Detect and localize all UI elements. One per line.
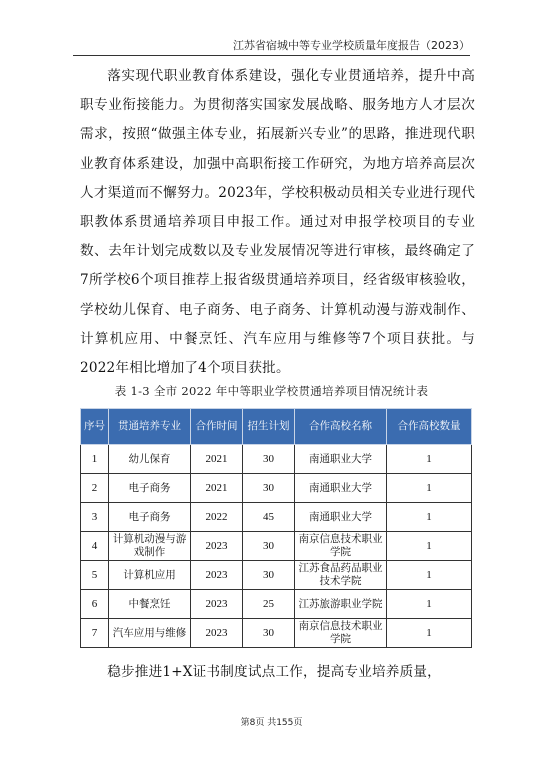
header-cell-plan: 招生计划 bbox=[243, 409, 295, 445]
cell-index: 3 bbox=[81, 503, 109, 532]
cell-major: 汽车应用与维修 bbox=[109, 619, 191, 648]
header-cell-index: 序号 bbox=[81, 409, 109, 445]
cell-time: 2021 bbox=[191, 474, 243, 503]
cell-index: 5 bbox=[81, 561, 109, 590]
cell-plan: 45 bbox=[243, 503, 295, 532]
table-caption: 表 1-3 全市 2022 年中等职业学校贯通培养项目情况统计表 bbox=[114, 384, 429, 398]
cell-time: 2023 bbox=[191, 619, 243, 648]
cell-major: 计算机应用 bbox=[109, 561, 191, 590]
cell-count: 1 bbox=[387, 532, 472, 561]
cell-college: 南通职业大学 bbox=[295, 445, 387, 474]
table-row bbox=[81, 503, 472, 532]
statistics-table bbox=[80, 408, 472, 648]
cell-major: 电子商务 bbox=[109, 474, 191, 503]
header-rule bbox=[73, 55, 470, 56]
cell-time: 2022 bbox=[191, 503, 243, 532]
cell-plan: 30 bbox=[243, 561, 295, 590]
cell-count: 1 bbox=[387, 503, 472, 532]
table-row bbox=[81, 532, 472, 561]
cell-college: 南通职业大学 bbox=[295, 503, 387, 532]
cell-major: 幼儿保育 bbox=[109, 445, 191, 474]
cell-time: 2023 bbox=[191, 561, 243, 590]
cell-plan: 30 bbox=[243, 474, 295, 503]
header-cell-time: 合作时间 bbox=[191, 409, 243, 445]
header-cell-major: 贯通培养专业 bbox=[109, 409, 191, 445]
cell-index: 1 bbox=[81, 445, 109, 474]
table-row bbox=[81, 474, 472, 503]
cell-index: 6 bbox=[81, 590, 109, 619]
header-cell-college: 合作高校名称 bbox=[295, 409, 387, 445]
body-paragraph-2: 稳步推进1+X证书制度试点工作，提高专业培养质量， bbox=[107, 664, 441, 680]
cell-major: 中餐烹饪 bbox=[109, 590, 191, 619]
cell-college: 南通职业大学 bbox=[295, 474, 387, 503]
cell-college: 江苏食品药品职业技术学院 bbox=[295, 561, 387, 590]
cell-count: 1 bbox=[387, 619, 472, 648]
cell-plan: 30 bbox=[243, 532, 295, 561]
table-row bbox=[81, 445, 472, 474]
cell-count: 1 bbox=[387, 474, 472, 503]
cell-plan: 30 bbox=[243, 445, 295, 474]
cell-count: 1 bbox=[387, 561, 472, 590]
cell-time: 2023 bbox=[191, 590, 243, 619]
table-row bbox=[81, 619, 472, 648]
cell-college: 南京信息技术职业学院 bbox=[295, 532, 387, 561]
page-header bbox=[0, 0, 543, 52]
header-cell-count: 合作高校数量 bbox=[387, 409, 472, 445]
cell-college: 江苏旅游职业学院 bbox=[295, 590, 387, 619]
cell-count: 1 bbox=[387, 590, 472, 619]
cell-index: 2 bbox=[81, 474, 109, 503]
table-row bbox=[81, 561, 472, 590]
cell-major: 计算机动漫与游戏制作 bbox=[109, 532, 191, 561]
cell-index: 7 bbox=[81, 619, 109, 648]
cell-plan: 30 bbox=[243, 619, 295, 648]
table-header-row bbox=[81, 409, 472, 445]
cell-time: 2023 bbox=[191, 532, 243, 561]
cell-count: 1 bbox=[387, 445, 472, 474]
cell-major: 电子商务 bbox=[109, 503, 191, 532]
table-row bbox=[81, 590, 472, 619]
cell-plan: 25 bbox=[243, 590, 295, 619]
page-number: 第8页 共155页 bbox=[240, 718, 303, 728]
body-paragraph-1: 落实现代职业教育体系建设，强化专业贯通培养，提升中高职专业衔接能力。为贯彻落实国家发展战略、服务地方人才层次需求，按照“做强主体专业，拓展新兴专业”的思路，推进现代职业教育体系建设，加强中高职衔接工作研究，为地方培养高层次人才渠道而不懈努力。2023年，学校积极动员相关专业进行现代职教体系贯通培养项目申报工作。通过对申报学校项目的专业数、去年计划完成数以及专业发展情况等进行审核，最终确定了7所学校6个项目推荐上报省级贯通培养项目，经省级审核验收，学校幼儿保育、电子商务、电子商务、计算机动漫与游戏制作、计算机应用、中餐烹饪、汽车应用与维修等7个项目获批。与2022年相比增加了4个项目获批。 bbox=[80, 68, 475, 377]
cell-time: 2021 bbox=[191, 445, 243, 474]
cell-index: 4 bbox=[81, 532, 109, 561]
cell-college: 南京信息技术职业学院 bbox=[295, 619, 387, 648]
header-title: 江苏省宿城中等专业学校质量年度报告（2023） bbox=[233, 39, 470, 52]
